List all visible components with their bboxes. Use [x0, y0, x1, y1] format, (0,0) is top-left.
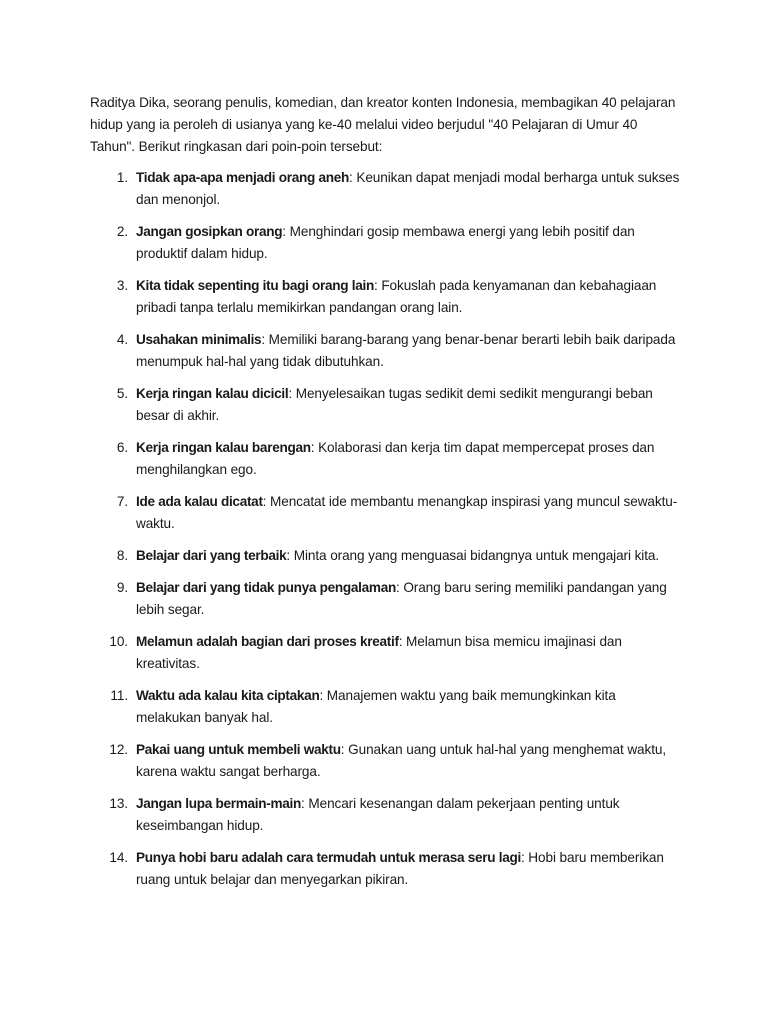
- item-title: Belajar dari yang tidak punya pengalaman: [136, 580, 396, 595]
- item-text: : Menghindari gosip membawa energi yang lebih positif dan produktif dalam hidup.: [136, 224, 635, 261]
- item-number: 3.: [116, 278, 128, 293]
- item-number: 6.: [116, 440, 128, 455]
- item-text: : Melamun bisa memicu imajinasi dan kreativitas.: [136, 634, 622, 671]
- item-title: Usahakan minimalis: [136, 332, 262, 347]
- item-text: : Hobi baru memberikan ruang untuk belajar dan menyegarkan pikiran.: [136, 850, 664, 887]
- item-number: 9.: [116, 580, 128, 595]
- item-title: Belajar dari yang terbaik: [136, 548, 287, 563]
- item-text: : Keunikan dapat menjadi modal berharga untuk sukses dan menonjol.: [136, 170, 680, 207]
- item-body: [136, 167, 681, 211]
- item-text: : Fokuslah pada kenyamanan dan kebahagiaan pribadi tanpa terlalu memikirkan pandangan orang lain.: [136, 278, 657, 315]
- item-text: : Memiliki barang-barang yang benar-benar berarti lebih baik daripada menumpuk hal-hal yang tidak dibutuhkan.: [136, 332, 676, 369]
- item-title: Kita tidak sepenting itu bagi orang lain: [136, 278, 374, 293]
- item-body: [136, 685, 681, 729]
- list-item: [0, 167, 768, 221]
- item-title: Ide ada kalau dicatat: [136, 494, 263, 509]
- item-body: [136, 221, 681, 265]
- item-title: Kerja ringan kalau dicicil: [136, 386, 289, 401]
- item-text: : Mencari kesenangan dalam pekerjaan penting untuk keseimbangan hidup.: [136, 796, 620, 833]
- item-title: Jangan lupa bermain-main: [136, 796, 302, 811]
- list-item: [0, 221, 768, 275]
- lessons-list: [0, 167, 768, 901]
- item-text: : Gunakan uang untuk hal-hal yang menghemat waktu, karena waktu sangat berharga.: [136, 742, 667, 779]
- item-title: Punya hobi baru adalah cara termudah untuk merasa seru lagi: [136, 850, 521, 865]
- item-body: [136, 437, 681, 481]
- item-body: [136, 847, 681, 891]
- intro-paragraph: Raditya Dika, seorang penulis, komedian, dan kreator konten Indonesia, membagikan 40 pelajaran hidup yang ia peroleh di usianya yang ke-40 melalui video berjudul "40 Pelajaran di Umur 40 Tahun". Berikut ringkasan dari poin-poin tersebut:: [90, 95, 676, 154]
- list-item: [0, 383, 768, 437]
- item-title: Waktu ada kalau kita ciptakan: [136, 688, 320, 703]
- list-item: [0, 631, 768, 685]
- item-body: [136, 383, 681, 427]
- item-body: [136, 329, 681, 373]
- list-item: [0, 545, 768, 577]
- list-item: [0, 793, 768, 847]
- list-item: [0, 491, 768, 545]
- list-item: [0, 577, 768, 631]
- item-body: [136, 739, 681, 783]
- item-number: 8.: [116, 548, 128, 563]
- item-number: 7.: [116, 494, 128, 509]
- list-item: [0, 275, 768, 329]
- list-item: [0, 847, 768, 901]
- item-number: 1.: [116, 170, 128, 185]
- item-body: [136, 577, 681, 621]
- item-body: [136, 793, 681, 837]
- list-item: [0, 329, 768, 383]
- item-number: 2.: [116, 224, 128, 239]
- item-text: : Orang baru sering memiliki pandangan yang lebih segar.: [136, 580, 667, 617]
- item-title: Kerja ringan kalau barengan: [136, 440, 311, 455]
- item-text: : Menyelesaikan tugas sedikit demi sedikit mengurangi beban besar di akhir.: [136, 386, 653, 423]
- item-text: : Minta orang yang menguasai bidangnya untuk mengajari kita.: [286, 548, 660, 563]
- item-number: 10.: [109, 634, 128, 649]
- item-number: 11.: [110, 688, 128, 703]
- item-body: [136, 491, 681, 535]
- item-title: Pakai uang untuk membeli waktu: [136, 742, 341, 757]
- item-body: [136, 275, 681, 319]
- list-item: [0, 685, 768, 739]
- item-text: : Mencatat ide membantu menangkap inspirasi yang muncul sewaktu-waktu.: [136, 494, 678, 531]
- item-text: : Manajemen waktu yang baik memungkinkan kita melakukan banyak hal.: [136, 688, 616, 725]
- item-text: : Kolaborasi dan kerja tim dapat mempercepat proses dan menghilangkan ego.: [136, 440, 655, 477]
- list-item: [0, 739, 768, 793]
- item-body: [136, 631, 681, 675]
- item-number: 14.: [109, 850, 128, 865]
- item-title: Melamun adalah bagian dari proses kreatif: [136, 634, 399, 649]
- item-number: 12.: [109, 742, 128, 757]
- item-number: 5.: [116, 386, 128, 401]
- item-number: 4.: [116, 332, 128, 347]
- item-title: Tidak apa-apa menjadi orang aneh: [136, 170, 349, 185]
- item-number: 13.: [109, 796, 128, 811]
- item-title: Jangan gosipkan orang: [136, 224, 283, 239]
- item-body: [136, 545, 681, 567]
- list-item: [0, 437, 768, 491]
